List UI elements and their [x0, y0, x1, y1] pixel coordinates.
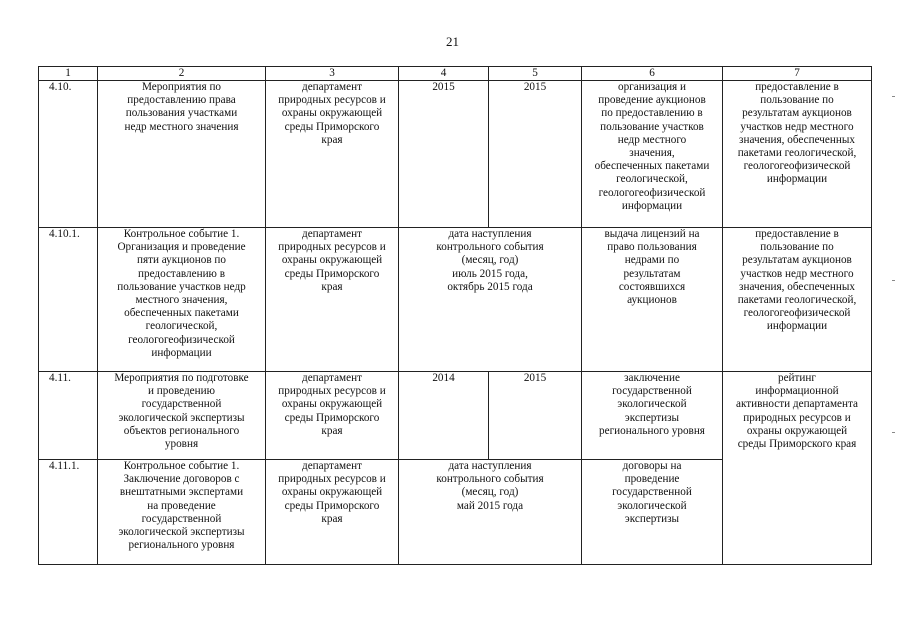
- indicator-cell: рейтинг информационной активности департамента природных ресурсов и охраны окружающей среды Приморского края: [723, 372, 872, 565]
- indicator-cell: предоставление в пользование по результатам аукционов участков недр местного значения, обеспеченных пакетами геологической, геологогеофизической информации: [723, 81, 872, 228]
- row-number-cell: 4.10.: [39, 81, 98, 228]
- margin-mark: [892, 432, 895, 433]
- end-year-cell: 2015: [489, 81, 582, 228]
- executor-cell: департамент природных ресурсов и охраны окружающей среды Приморского края: [266, 372, 399, 460]
- margin-mark: [892, 96, 895, 97]
- header-cell: 5: [489, 67, 582, 81]
- indicator-cell: предоставление в пользование по результатам аукционов участков недр местного значения, обеспеченных пакетами геологической, геологогеофизической информации: [723, 228, 872, 372]
- activity-cell: Контрольное событие 1. Заключение договоров с внештатными экспертами на проведение государственной экологической экспертизы регионального уровня: [98, 460, 266, 565]
- end-year-cell: 2015: [489, 372, 582, 460]
- header-cell: 4: [399, 67, 489, 81]
- result-cell: выдача лицензий на право пользования недрами по результатам состоявшихся аукционов: [582, 228, 723, 372]
- activity-cell: Контрольное событие 1. Организация и проведение пяти аукционов по предоставлению в пользование участков недр местного значения, обеспеченных пакетами геологической, геологогеофизической информации: [98, 228, 266, 372]
- executor-cell: департамент природных ресурсов и охраны окружающей среды Приморского края: [266, 460, 399, 565]
- margin-mark: [892, 280, 895, 281]
- table-row: [39, 228, 872, 372]
- start-year-cell: 2015: [399, 81, 489, 228]
- table-row: [39, 372, 872, 460]
- row-number-cell: 4.11.1.: [39, 460, 98, 565]
- result-cell: организация и проведение аукционов по предоставлению в пользование участков недр местного значения, обеспеченных пакетами геологической, геологогеофизической информации: [582, 81, 723, 228]
- table-header-row: [39, 67, 872, 81]
- row-number-cell: 4.11.: [39, 372, 98, 460]
- control-date-cell: дата наступления контрольного события (месяц, год) июль 2015 года, октябрь 2015 года: [399, 228, 582, 372]
- header-cell: 3: [266, 67, 399, 81]
- header-cell: 6: [582, 67, 723, 81]
- activity-cell: Мероприятия по подготовке и проведению государственной экологической экспертизы объектов регионального уровня: [98, 372, 266, 460]
- header-cell: 1: [39, 67, 98, 81]
- executor-cell: департамент природных ресурсов и охраны окружающей среды Приморского края: [266, 228, 399, 372]
- activity-cell: Мероприятия по предоставлению права пользования участками недр местного значения: [98, 81, 266, 228]
- result-cell: договоры на проведение государственной экологической экспертизы: [582, 460, 723, 565]
- executor-cell: департамент природных ресурсов и охраны окружающей среды Приморского края: [266, 81, 399, 228]
- header-cell: 2: [98, 67, 266, 81]
- table-row: [39, 81, 872, 228]
- page-number: 21: [446, 34, 459, 49]
- measures-table: [38, 66, 872, 565]
- start-year-cell: 2014: [399, 372, 489, 460]
- row-number-cell: 4.10.1.: [39, 228, 98, 372]
- header-cell: 7: [723, 67, 872, 81]
- control-date-cell: дата наступления контрольного события (месяц, год) май 2015 года: [399, 460, 582, 565]
- result-cell: заключение государственной экологической экспертизы регионального уровня: [582, 372, 723, 460]
